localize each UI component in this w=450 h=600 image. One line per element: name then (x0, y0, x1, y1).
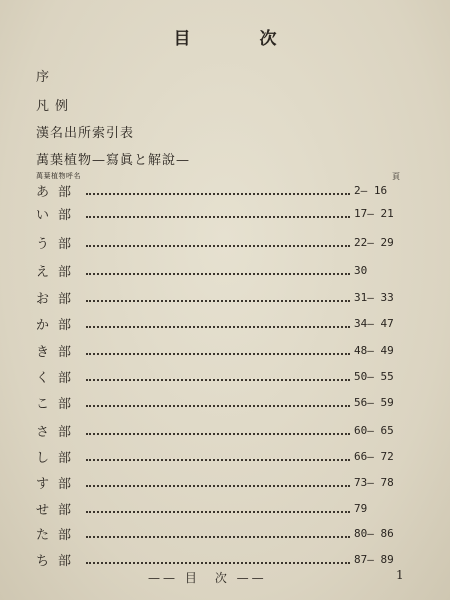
front-matter-photos: 萬葉植物—寫眞と解說— (36, 153, 191, 168)
toc-page-range: 73— 78 (354, 475, 394, 489)
front-matter-index-table: 漢名出所索引表 (36, 126, 135, 141)
toc-row (36, 392, 406, 412)
column-header-pages: 頁 (392, 172, 400, 181)
toc-section-label: 部 (58, 207, 72, 223)
toc-section-label: 部 (58, 291, 72, 307)
toc-kana: お (36, 291, 50, 307)
toc-page-range: 17— 21 (354, 206, 394, 220)
toc-kana: え (36, 264, 50, 280)
toc-section-label: 部 (58, 424, 72, 440)
toc-kana: こ (36, 396, 50, 412)
toc-section-label: 部 (58, 527, 72, 543)
toc-row (36, 180, 406, 200)
dot-leader (86, 561, 350, 564)
toc-section-label: 部 (58, 450, 72, 466)
toc-section-label: 部 (58, 370, 72, 386)
dot-leader (86, 352, 350, 355)
toc-row (36, 366, 406, 386)
toc-kana: い (36, 207, 50, 223)
column-header-names: 萬葉植物呼名 (36, 172, 81, 180)
toc-page-range: 31— 33 (354, 290, 394, 304)
dot-leader (86, 484, 350, 487)
toc-page-range: 22— 29 (354, 235, 394, 249)
toc-row (36, 498, 406, 518)
toc-kana: あ (36, 184, 50, 200)
front-matter-notes: 凡例 (36, 99, 75, 114)
toc-row (36, 287, 406, 307)
dot-leader (86, 458, 350, 461)
toc-page-range: 50— 55 (354, 369, 394, 383)
page-number: 1 (396, 568, 404, 582)
dot-leader (86, 510, 350, 513)
toc-row (36, 472, 406, 492)
toc-row (36, 523, 406, 543)
dot-leader (86, 299, 350, 302)
toc-row (36, 549, 406, 569)
toc-page-range: 30 (354, 263, 368, 277)
toc-page-range: 48— 49 (354, 343, 394, 357)
toc-kana: た (36, 527, 50, 543)
toc-page-range: 87— 89 (354, 552, 394, 566)
toc-page-range: 34— 47 (354, 316, 394, 330)
toc-row (36, 203, 406, 223)
dot-leader (86, 378, 350, 381)
running-footer: —— 目 次 —— (148, 571, 267, 585)
dot-leader (86, 192, 350, 195)
toc-section-label: 部 (58, 236, 72, 252)
toc-section-label: 部 (58, 396, 72, 412)
toc-section-label: 部 (58, 184, 72, 200)
toc-section-label: 部 (58, 476, 72, 492)
toc-kana: せ (36, 502, 50, 518)
toc-row (36, 313, 406, 333)
toc-kana: か (36, 317, 50, 333)
toc-kana: き (36, 344, 50, 360)
toc-page-range: 60— 65 (354, 423, 394, 437)
toc-section-label: 部 (58, 502, 72, 518)
dot-leader (86, 535, 350, 538)
toc-page-range: 79 (354, 501, 368, 515)
toc-section-label: 部 (58, 317, 72, 333)
toc-row (36, 446, 406, 466)
toc-kana: ち (36, 553, 50, 569)
toc-kana: う (36, 236, 50, 252)
toc-section-label: 部 (58, 344, 72, 360)
front-matter-preface: 序 (36, 70, 51, 85)
dot-leader (86, 432, 350, 435)
toc-section-label: 部 (58, 264, 72, 280)
toc-page-range: 2— 16 (354, 183, 388, 197)
dot-leader (86, 404, 350, 407)
toc-kana: し (36, 450, 50, 466)
toc-page-range: 66— 72 (354, 449, 394, 463)
toc-row (36, 260, 406, 280)
toc-page-range: 80— 86 (354, 526, 394, 540)
toc-row (36, 232, 406, 252)
toc-row (36, 420, 406, 440)
dot-leader (86, 215, 350, 218)
dot-leader (86, 272, 350, 275)
page-title: 目 次 (173, 29, 303, 49)
toc-kana: す (36, 476, 50, 492)
toc-row (36, 340, 406, 360)
toc-kana: さ (36, 424, 50, 440)
dot-leader (86, 244, 350, 247)
dot-leader (86, 325, 350, 328)
toc-page-range: 56— 59 (354, 395, 394, 409)
toc-section-label: 部 (58, 553, 72, 569)
toc-kana: く (36, 370, 50, 386)
